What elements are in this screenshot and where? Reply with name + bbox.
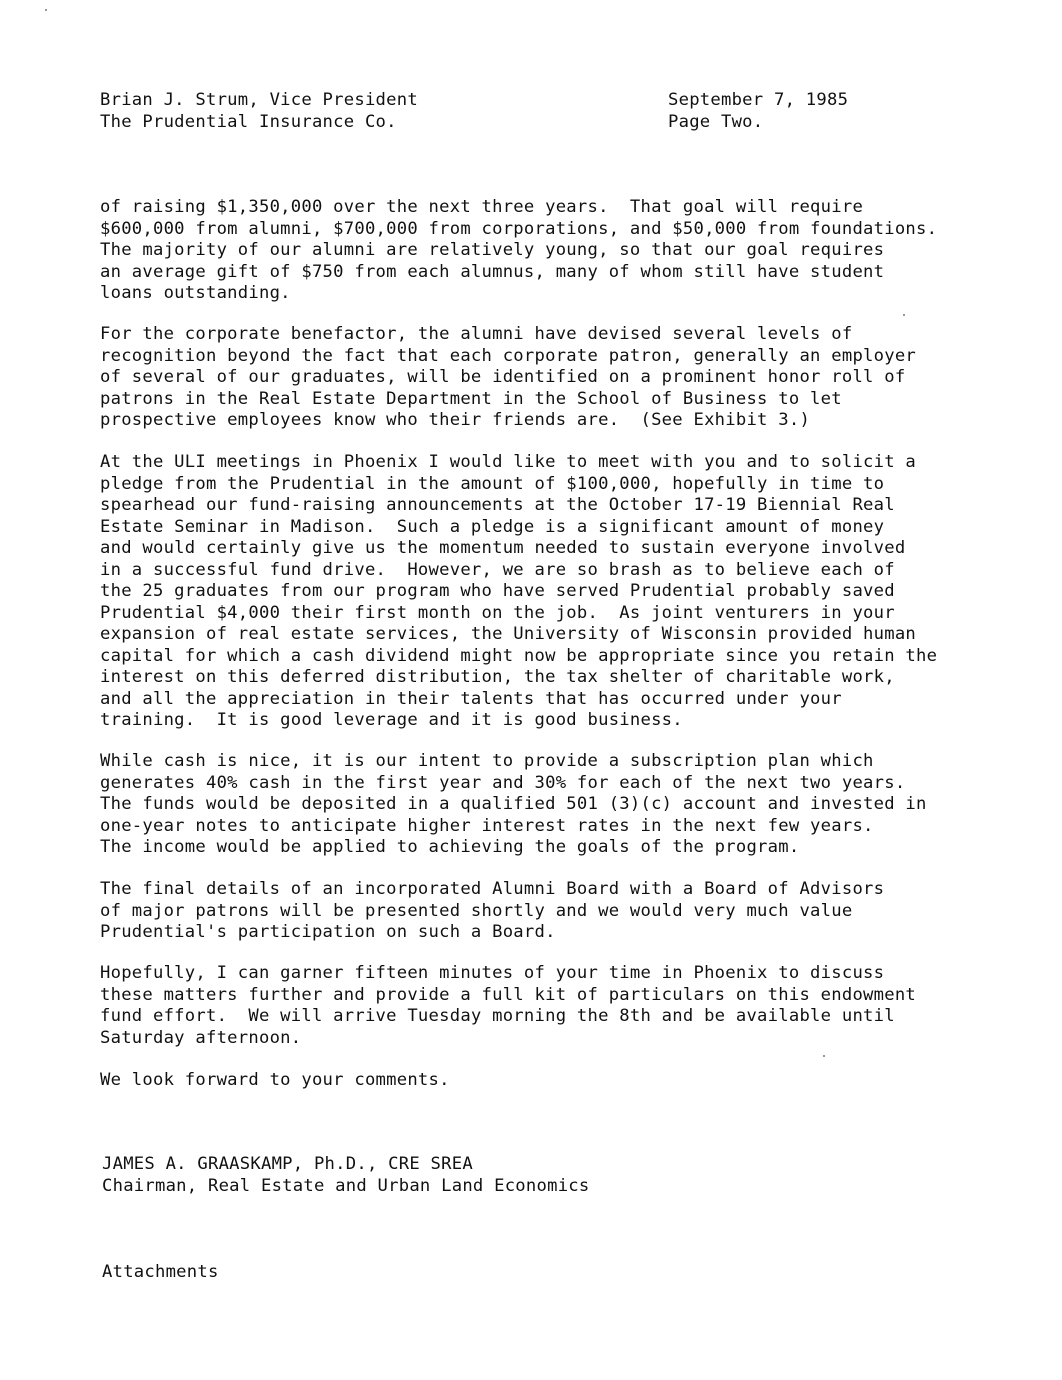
scan-speck [823, 1055, 825, 1057]
text-line: in a successful fund drive. However, we are so brash as to believe each of [100, 559, 895, 580]
text-line: We look forward to your comments. [100, 1070, 450, 1090]
text-line: Saturday afternoon. [100, 1027, 302, 1048]
text-line: and all the appreciation in their talents that has occurred under your [100, 688, 842, 709]
recipient-company: The Prudential Insurance Co. [100, 112, 397, 132]
text-line: patrons in the Real Estate Department in the School of Business to let [100, 388, 842, 409]
text-line: prospective employees know who their friends are. (See Exhibit 3.) [100, 410, 811, 430]
text-line: recognition beyond the fact that each corporate patron, generally an employer [100, 345, 917, 366]
text-line: expansion of real estate services, the University of Wisconsin provided human [100, 624, 917, 644]
text-line: loans outstanding. [100, 283, 291, 303]
text-line: Prudential $4,000 their first month on the job. As joint venturers in your [100, 602, 895, 623]
text-line: Hopefully, I can garner fifteen minutes of your time in Phoenix to discuss [100, 963, 885, 983]
text-line: of several of our graduates, will be identified on a prominent honor roll of [100, 367, 906, 387]
page-label: Page Two. [668, 112, 764, 132]
text-line: training. It is good leverage and it is good business. [100, 710, 683, 730]
recipient-name: Brian J. Strum, Vice President [100, 90, 418, 110]
text-line: Estate Seminar in Madison. Such a pledge is a significant amount of money [100, 516, 885, 537]
paragraph-meeting-request [100, 963, 980, 1049]
paragraph-fundraising-goal [100, 197, 980, 305]
text-line: For the corporate benefactor, the alumni have devised several levels of [100, 324, 853, 344]
text-line: these matters further and provide a full kit of particulars on this endowment [100, 984, 917, 1005]
signature-title: Chairman, Real Estate and Urban Land Economics [102, 1176, 590, 1196]
paragraph-corporate-benefactor [100, 324, 980, 432]
letter-date: September 7, 1985 [668, 90, 849, 110]
scan-speck [903, 314, 905, 316]
text-line: the 25 graduates from our program who have served Prudential probably saved [100, 581, 895, 601]
scan-speck [45, 9, 47, 11]
text-line: capital for which a cash dividend might now be appropriate since you retain the [100, 645, 938, 666]
text-line: $600,000 from alumni, $700,000 from corporations, and $50,000 from foundations. [100, 218, 938, 239]
text-line: The income would be applied to achieving the goals of the program. [100, 837, 800, 857]
paragraph-pledge-request [100, 452, 980, 732]
text-line: While cash is nice, it is our intent to provide a subscription plan which [100, 751, 874, 771]
paragraph-subscription-plan [100, 751, 980, 859]
text-line: fund effort. We will arrive Tuesday morning the 8th and be available until [100, 1006, 895, 1026]
text-line: spearhead our fund-raising announcements at the October 17-19 Biennial Real [100, 495, 895, 515]
paragraph-alumni-board [100, 879, 980, 944]
text-line: and would certainly give us the momentum needed to sustain everyone involved [100, 538, 906, 558]
text-line: of raising $1,350,000 over the next three years. That goal will require [100, 197, 864, 217]
signature-name: JAMES A. GRAASKAMP, Ph.D., CRE SREA [102, 1154, 473, 1174]
text-line: an average gift of $750 from each alumnus, many of whom still have student [100, 261, 885, 282]
paragraph-closing [100, 1070, 980, 1092]
text-line: Prudential's participation on such a Board. [100, 922, 556, 942]
text-line: At the ULI meetings in Phoenix I would like to meet with you and to solicit a [100, 452, 917, 472]
text-line: The majority of our alumni are relatively young, so that our goal requires [100, 240, 885, 260]
text-line: The final details of an incorporated Alumni Board with a Board of Advisors [100, 879, 885, 899]
text-line: one-year notes to anticipate higher interest rates in the next few years. [100, 815, 874, 836]
text-line: generates 40% cash in the first year and 30% for each of the next two years. [100, 772, 906, 793]
text-line: pledge from the Prudential in the amount of $100,000, hopefully in time to [100, 473, 885, 494]
text-line: of major patrons will be presented shortly and we would very much value [100, 900, 853, 921]
attachments-label: Attachments [102, 1262, 219, 1282]
text-line: interest on this deferred distribution, the tax shelter of charitable work, [100, 667, 895, 687]
text-line: The funds would be deposited in a qualified 501 (3)(c) account and invested in [100, 794, 927, 814]
